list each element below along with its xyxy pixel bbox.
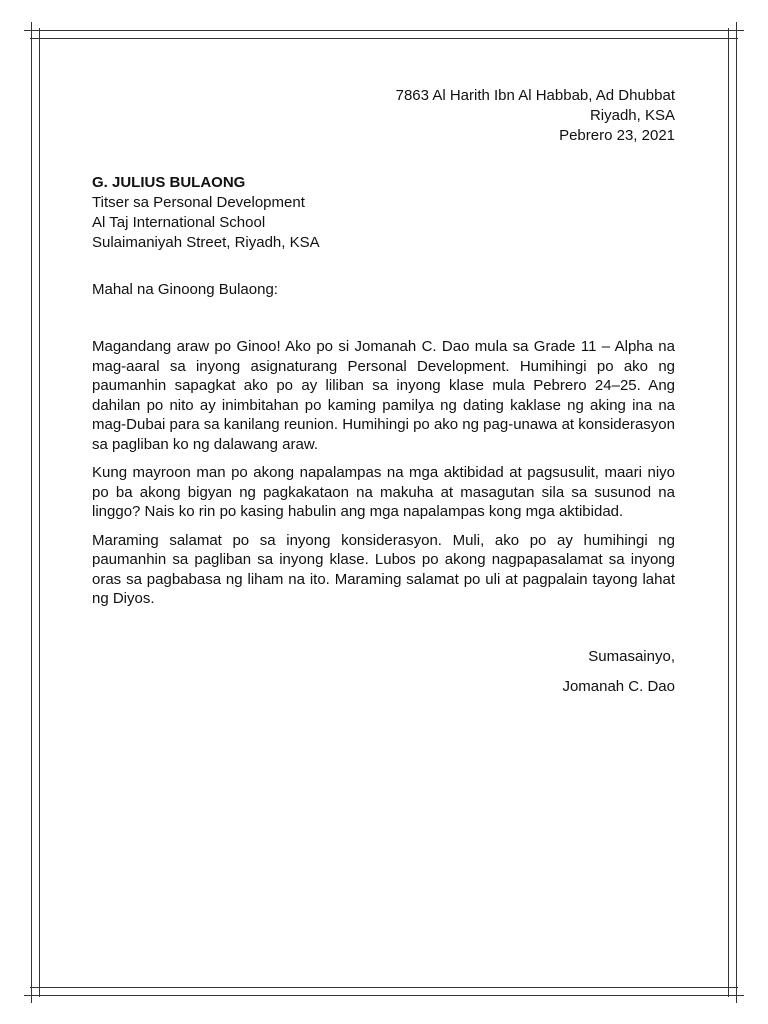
border-bottom-outer bbox=[24, 995, 744, 996]
letter-body bbox=[92, 337, 675, 618]
border-top-inner bbox=[30, 38, 738, 39]
salutation: Mahal na Ginoong Bulaong: bbox=[92, 281, 278, 298]
border-left-inner bbox=[39, 28, 40, 997]
border-right-outer bbox=[736, 22, 737, 1003]
complimentary-close: Sumasainyo, bbox=[588, 648, 675, 665]
border-top-outer bbox=[24, 30, 744, 31]
border-right-inner bbox=[728, 28, 729, 997]
signer-name: Jomanah C. Dao bbox=[562, 678, 675, 695]
recipient-address: Sulaimaniyah Street, Riyadh, KSA bbox=[92, 234, 320, 251]
border-bottom-inner bbox=[30, 987, 738, 988]
recipient-name: G. JULIUS BULAONG bbox=[92, 174, 246, 191]
body-paragraph-2: Kung mayroon man po akong napalampas na mga aktibidad at pagsusulit, maari niyo po ba akong bigyan ng pagkakataon na makuha at masagutan sila sa susunod na linggo? Nais ko rin po kasing habulin ang mga napalampas kong mga aktibidad. bbox=[92, 464, 675, 520]
border-left-outer bbox=[31, 22, 32, 1003]
letter-date: Pebrero 23, 2021 bbox=[559, 127, 675, 144]
recipient-block bbox=[92, 173, 320, 253]
body-paragraph-3: Maraming salamat po sa inyong konsiderasyon. Muli, ako po ay humihingi ng paumanhin sa pagliban sa inyong klase. Lubos po akong nagpapasalamat sa inyong oras sa pagbabasa ng liham na ito. Maraming salamat po uli at pagpalain tayong lahat ng Diyos. bbox=[92, 531, 675, 607]
recipient-school: Al Taj International School bbox=[92, 214, 266, 231]
body-paragraph-1: Magandang araw po Ginoo! Ako po si Jomanah C. Dao mula sa Grade 11 – Alpha na mag-aaral sa inyong asignaturang Personal Development. Humihingi po ako ng paumanhin sapagkat ako po ay liliban sa inyong klase mula Pebrero 24–25. Ang dahilan po nito ay inimbitahan po kaming pamilya ng dating kaklase ng aking ina na mag-Dubai para sa kanilang reunion. Humihingi po ako ng pag-unawa at konsiderasyon sa pagliban ko ng dalawang araw. bbox=[92, 338, 675, 453]
closing-block bbox=[562, 647, 675, 697]
recipient-title: Titser sa Personal Development bbox=[92, 194, 305, 211]
sender-block bbox=[396, 86, 675, 146]
sender-address-line2: Riyadh, KSA bbox=[589, 107, 675, 124]
sender-address-line1: 7863 Al Harith Ibn Al Habbab, Ad Dhubbat bbox=[395, 87, 675, 104]
